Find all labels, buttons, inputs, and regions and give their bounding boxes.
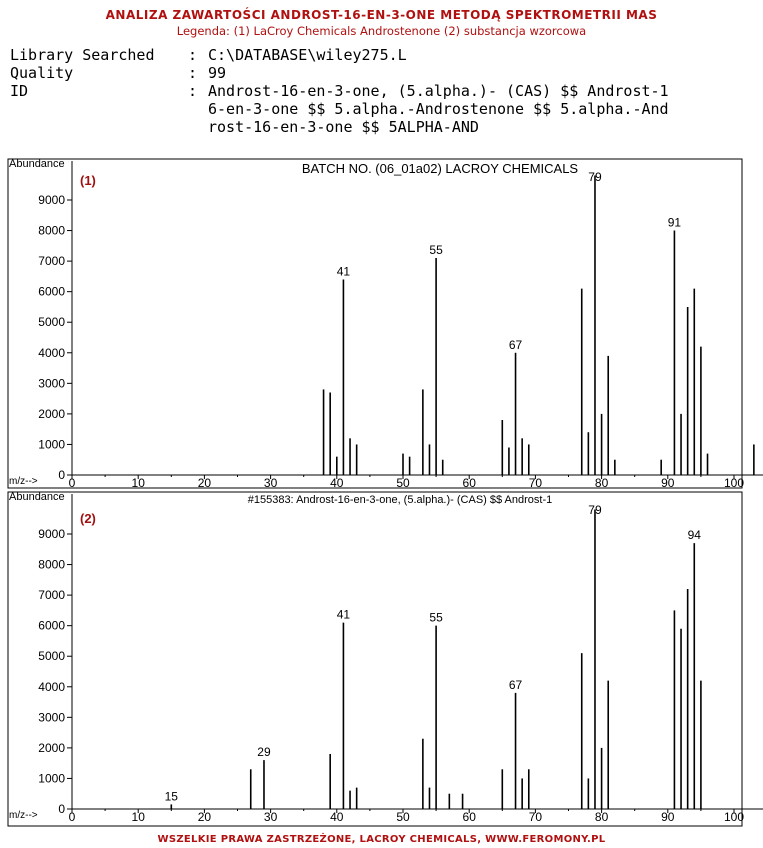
panel2-x-tick-label: 70 <box>528 810 543 824</box>
panel2-x-tick-label: 10 <box>131 810 145 824</box>
panel1-y-tick-label: 7000 <box>38 254 65 269</box>
panel1-x-tick-label: 20 <box>197 476 212 490</box>
quality-value: 99 <box>208 64 227 82</box>
copyright-footer: WSZELKIE PRAWA ZASTRZEŻONE, LACROY CHEMICALS, WWW.FEROMONY.PL <box>157 834 606 845</box>
panel2-frame <box>8 492 745 826</box>
colon: : <box>188 64 198 82</box>
panel1-peak-label: 55 <box>429 243 443 258</box>
panel2-y-tick-label: 1000 <box>38 771 65 786</box>
panel2-y-tick-label: 9000 <box>38 527 65 541</box>
panel1-x-tick-label: 10 <box>131 476 145 490</box>
panel2-title: #155383: Androst-16-en-3-one, (5.alpha.)- (CAS) $$ Androst-1 <box>247 494 553 506</box>
library-label: Library Searched <box>10 46 155 64</box>
panel2-peak-label: 29 <box>257 745 271 760</box>
quality-label: Quality <box>10 64 74 82</box>
panel1-y-tick-label: 5000 <box>38 315 65 330</box>
id-line-2: 6-en-3-one $$ 5.alpha.-Androstenone $$ 5.alpha.-And <box>208 100 669 118</box>
panel1-y-tick-label: 2000 <box>38 406 65 421</box>
panel1-x-tick-label: 100 <box>723 476 745 490</box>
panel2-peak-label: 15 <box>164 789 178 804</box>
panel2-y-tick-label: 8000 <box>38 557 65 572</box>
report-title: ANALIZA ZAWARTOŚCI ANDROST-16-EN-3-ONE METODĄ SPEKTROMETRII MAS <box>105 8 658 22</box>
panel2-peak-label: 94 <box>687 528 701 543</box>
panel1-x-tick-label: 40 <box>330 476 344 490</box>
panel1-y-tick-label: 1000 <box>38 437 65 452</box>
panel2-peak-label: 67 <box>508 677 523 692</box>
panel2-y-tick-label: 2000 <box>38 740 65 755</box>
panel2-x-tick-label: 30 <box>263 810 278 824</box>
panel2-ylabel: Abundance <box>9 491 65 503</box>
library-value: C:\DATABASE\wiley275.L <box>208 46 407 64</box>
panel2-xlabel: m/z--> <box>9 810 38 821</box>
panel2-x-tick-label: 20 <box>197 810 212 824</box>
panel1-y-tick-label: 8000 <box>38 223 65 238</box>
panel2-y-tick-label: 4000 <box>38 679 65 694</box>
panel1-x-tick-label: 80 <box>594 476 609 490</box>
id-label: ID <box>10 82 29 100</box>
panel1-x-tick-label: 70 <box>528 476 543 490</box>
panel2-x-tick-label: 50 <box>396 810 410 824</box>
panel2-y-tick-label: 0 <box>58 802 65 816</box>
panel1-xlabel: m/z--> <box>9 476 38 487</box>
panel1-peak-label: 41 <box>336 264 351 279</box>
panel2-peak-label: 41 <box>336 607 351 622</box>
panel2-x-tick-label: 80 <box>594 810 609 824</box>
panel1-ylabel: Abundance <box>9 158 65 170</box>
panel2-y-tick-label: 3000 <box>38 710 65 725</box>
panel2-x-tick-label: 100 <box>723 810 745 824</box>
panel2-peak-label: 79 <box>588 503 602 517</box>
panel1-tag: (1) <box>80 173 96 188</box>
colon: : <box>188 46 198 64</box>
panel1-y-tick-label: 0 <box>58 468 65 482</box>
panel2-x-tick-label: 40 <box>330 810 344 824</box>
panel2-peak-label: 55 <box>429 610 443 625</box>
legend-text: Legenda: (1) LaCroy Chemicals Androstenone (2) substancja wzorcowa <box>176 24 587 38</box>
colon: : <box>188 82 198 100</box>
panel1-y-tick-label: 9000 <box>38 193 65 207</box>
panel1-peak-label: 91 <box>667 215 682 230</box>
panel2-tag: (2) <box>80 511 96 526</box>
panel1-x-tick-label: 30 <box>263 476 278 490</box>
panel2-y-tick-label: 6000 <box>38 618 65 633</box>
panel1-y-tick-label: 6000 <box>38 284 65 299</box>
panel2-x-tick-label: 60 <box>462 810 476 824</box>
panel1-x-tick-label: 50 <box>396 476 410 490</box>
panel2-x-tick-label: 90 <box>661 810 675 824</box>
panel1-x-tick-label: 90 <box>661 476 675 490</box>
panel1-y-tick-label: 4000 <box>38 345 65 360</box>
panel2-x-tick-label: 0 <box>68 810 76 824</box>
panel2-y-tick-label: 7000 <box>38 588 65 603</box>
panel2-y-tick-label: 5000 <box>38 649 65 664</box>
id-line-1: Androst-16-en-3-one, (5.alpha.)- (CAS) $$ Androst-1 <box>208 82 669 100</box>
panel1-x-tick-label: 0 <box>68 476 76 490</box>
panel1-peak-label: 79 <box>588 170 602 184</box>
panel1-peak-label: 67 <box>508 337 523 352</box>
panel1-y-tick-label: 3000 <box>38 376 65 391</box>
panel1-x-tick-label: 60 <box>462 476 476 490</box>
id-line-3: rost-16-en-3-one $$ 5ALPHA-AND <box>208 118 479 136</box>
panel1-title: BATCH NO. (06_01a02) LACROY CHEMICALS <box>301 161 579 176</box>
panel1-frame <box>8 159 745 490</box>
